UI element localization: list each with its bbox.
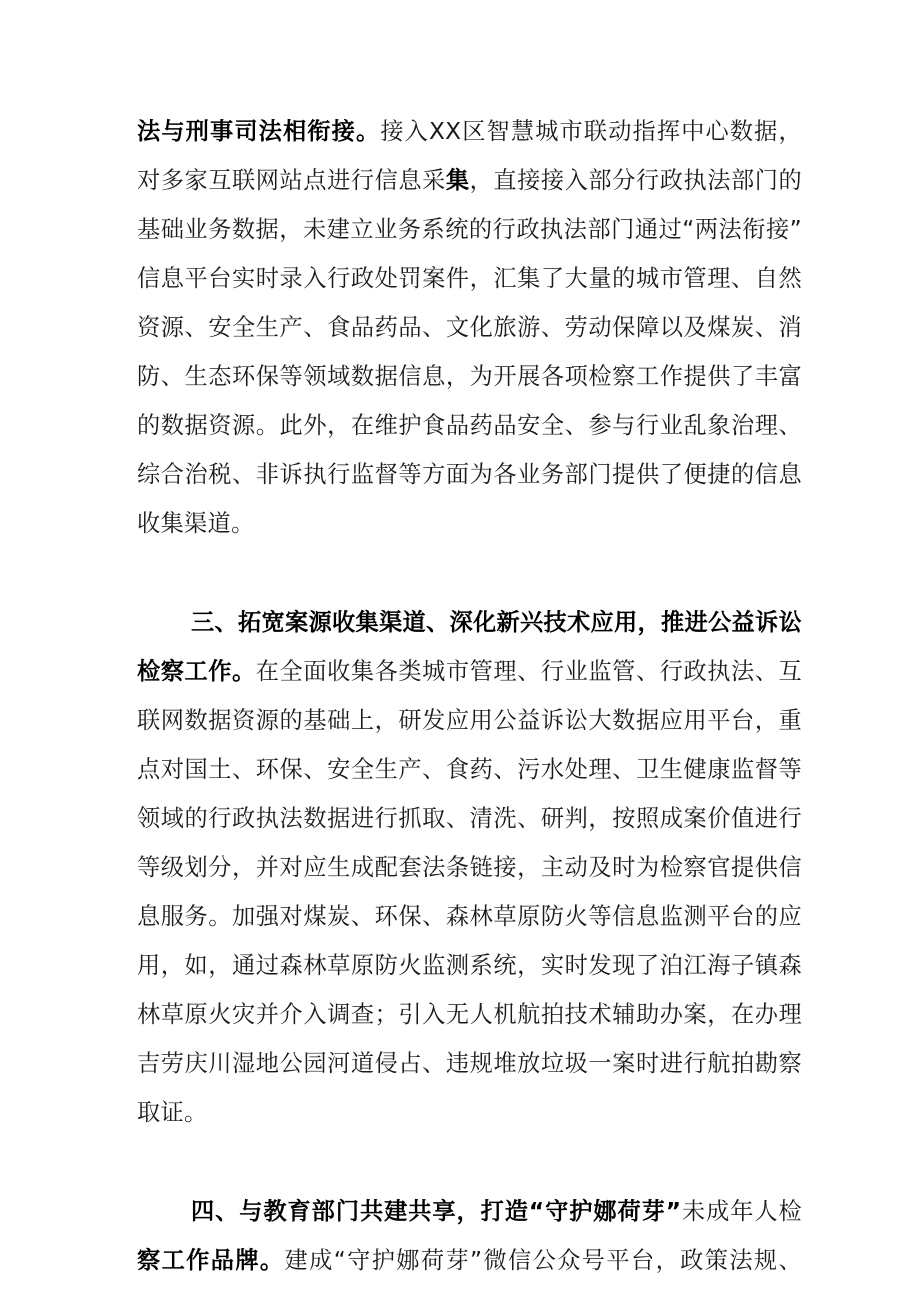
body-text: 接入XX区智慧城市联动指挥中心数据， [380, 118, 803, 145]
paragraph-law-enforcement-data [137, 107, 802, 548]
text-line [137, 1187, 802, 1236]
text-line [137, 647, 802, 696]
bold-heading-text: 检察工作。 [137, 658, 256, 685]
paragraph-spacer [137, 1137, 802, 1187]
body-text: 在全面收集各类城市管理、行业监管、行政执法、互 [255, 658, 802, 685]
body-text: 建成“守护娜荷芽”微信公众号平台，政策法规、 [284, 1247, 802, 1274]
body-text: ，直接接入部分行政执法部门的 [469, 167, 802, 194]
text-line: 收集渠道。 [137, 510, 255, 537]
text-line: 联网数据资源的基础上，研发应用公益诉讼大数据应用平台，重 [137, 707, 802, 734]
text-line: 资源、安全生产、食品药品、文化旅游、劳动保障以及煤炭、消 [137, 314, 802, 341]
bold-heading-text: 法与刑事司法相衔接。 [137, 118, 381, 145]
bold-char: 集 [445, 167, 470, 194]
paragraph-minor-protection [137, 1187, 802, 1285]
document-body [137, 107, 802, 1285]
body-text: 对多家互联网站点进行信息采 [137, 167, 446, 194]
text-line [137, 156, 802, 205]
text-line: 息服务。加强对煤炭、环保、森林草原防火等信息监测平台的应 [137, 903, 802, 930]
text-line [137, 1236, 802, 1285]
text-line: 点对国土、环保、安全生产、食药、污水处理、卫生健康监督等 [137, 756, 802, 783]
text-line: 取证。 [137, 1099, 208, 1126]
text-line: 领域的行政执法数据进行抓取、清洗、研判，按照成案价值进行 [137, 805, 802, 832]
text-line: 吉劳庆川湿地公园河道侵占、违规堆放垃圾一案时进行航拍勘察 [137, 1050, 802, 1077]
text-line: 等级划分，并对应生成配套法条链接，主动及时为检察官提供信 [137, 854, 802, 881]
paragraph-spacer [137, 548, 802, 598]
text-line: 防、生态环保等领域数据信息，为开展各项检察工作提供了丰富 [137, 363, 802, 390]
text-line: 信息平台实时录入行政处罚案件，汇集了大量的城市管理、自然 [137, 265, 802, 292]
text-line: 基础业务数据，未建立业务系统的行政执法部门通过“两法衔接” [137, 216, 802, 243]
paragraph-public-interest-litigation [137, 598, 802, 1137]
text-line [137, 107, 802, 156]
text-line: 林草原火灾并介入调查；引入无人机航拍技术辅助办案，在办理 [137, 1001, 802, 1028]
text-line: 用，如，通过森林草原防火监测系统，实时发现了泊江海子镇森 [137, 952, 802, 979]
text-line: 的数据资源。此外，在维护食品药品安全、参与行业乱象治理、 [137, 412, 802, 439]
section-heading: 三、拓宽案源收集渠道、深化新兴技术应用，推进公益诉讼 [191, 609, 802, 636]
text-line: 综合治税、非诉执行监督等方面为各业务部门提供了便捷的信息 [137, 461, 802, 488]
section-heading: 四、与教育部门共建共享，打造“守护娜荷芽” [191, 1198, 682, 1225]
bold-heading-text: 察工作品牌。 [137, 1247, 285, 1274]
body-text: 未成年人检 [681, 1198, 803, 1225]
